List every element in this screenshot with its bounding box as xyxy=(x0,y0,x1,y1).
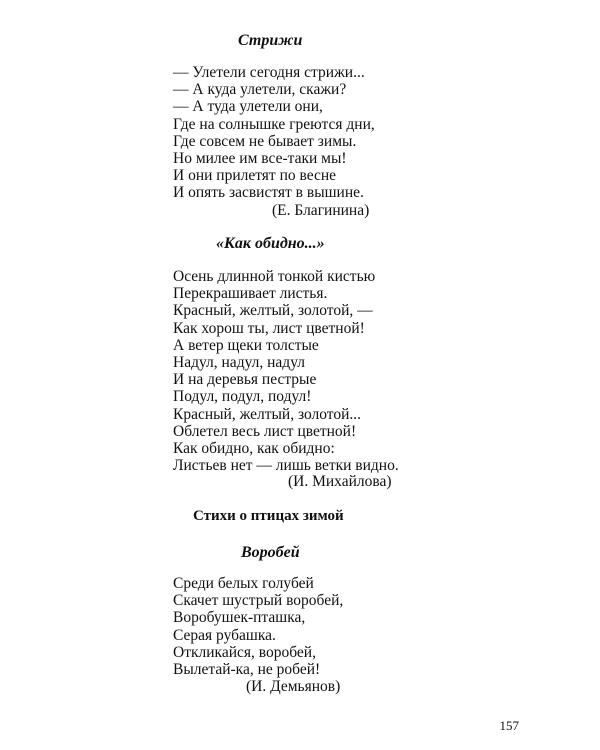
poem-line: — Улетели сегодня стрижи... xyxy=(173,64,365,81)
poem-title-kak-obidno: «Как обидно...» xyxy=(216,235,325,252)
poem-line: Где на солнышке греются дни, xyxy=(173,115,375,133)
poem-author-demyanov: (И. Демьянов) xyxy=(246,678,341,695)
poem-line: Серая рубашка. xyxy=(173,626,276,644)
poem-strizhi xyxy=(173,64,433,202)
poem-line: Где совсем не бывает зимы. xyxy=(173,132,357,150)
poem-line: Вылетай-ка, не робей! xyxy=(173,661,321,679)
poem-line: — А туда улетели они, xyxy=(173,98,323,116)
poem-line: Скачет шустрый воробей, xyxy=(173,592,344,610)
page-number: 157 xyxy=(499,718,519,733)
poem-line: Осень длинной тонкой кистью xyxy=(173,268,376,285)
poem-line: Как хорош ты, лист цветной! xyxy=(173,319,365,337)
poem-title-strizhi: Стрижи xyxy=(238,32,303,49)
poem-line: Листьев нет — лишь ветки видно. xyxy=(173,457,399,475)
poem-vorobei xyxy=(173,575,433,678)
poem-author-blaginina: (Е. Благинина) xyxy=(272,202,370,219)
poem-line: Красный, желтый, золотой... xyxy=(173,405,362,423)
poem-line: А ветер щеки толстые xyxy=(173,336,319,354)
section-title: Стихи о птицах зимой xyxy=(193,508,344,524)
poem-line: Как обидно, как обидно: xyxy=(173,440,335,458)
poem-line: И они прилетят по весне xyxy=(173,167,337,185)
poem-author-mikhailova: (И. Михайлова) xyxy=(288,473,392,490)
poem-line: Красный, желтый, золотой, — xyxy=(173,302,373,320)
poem-line: И на деревья пестрые xyxy=(173,371,317,389)
poem-line: Откликайся, воробей, xyxy=(173,643,316,661)
poem-line: Перекрашивает листья. xyxy=(173,285,328,303)
poem-line: Подул, подул, подул! xyxy=(173,388,312,406)
poem-line: — А куда улетели, скажи? xyxy=(173,81,347,99)
poem-line: Воробушек-пташка, xyxy=(173,609,306,627)
poem-line: Надул, надул, надул xyxy=(173,354,305,372)
poem-kak-obidno xyxy=(173,268,433,474)
poem-line: И опять засвистят в вышине. xyxy=(173,184,364,202)
poem-line: Среди белых голубей xyxy=(173,575,314,592)
poem-line: Облетел весь лист цветной! xyxy=(173,422,357,440)
poem-title-vorobei: Воробей xyxy=(241,544,300,561)
poem-line: Но милее им все-таки мы! xyxy=(173,150,347,168)
